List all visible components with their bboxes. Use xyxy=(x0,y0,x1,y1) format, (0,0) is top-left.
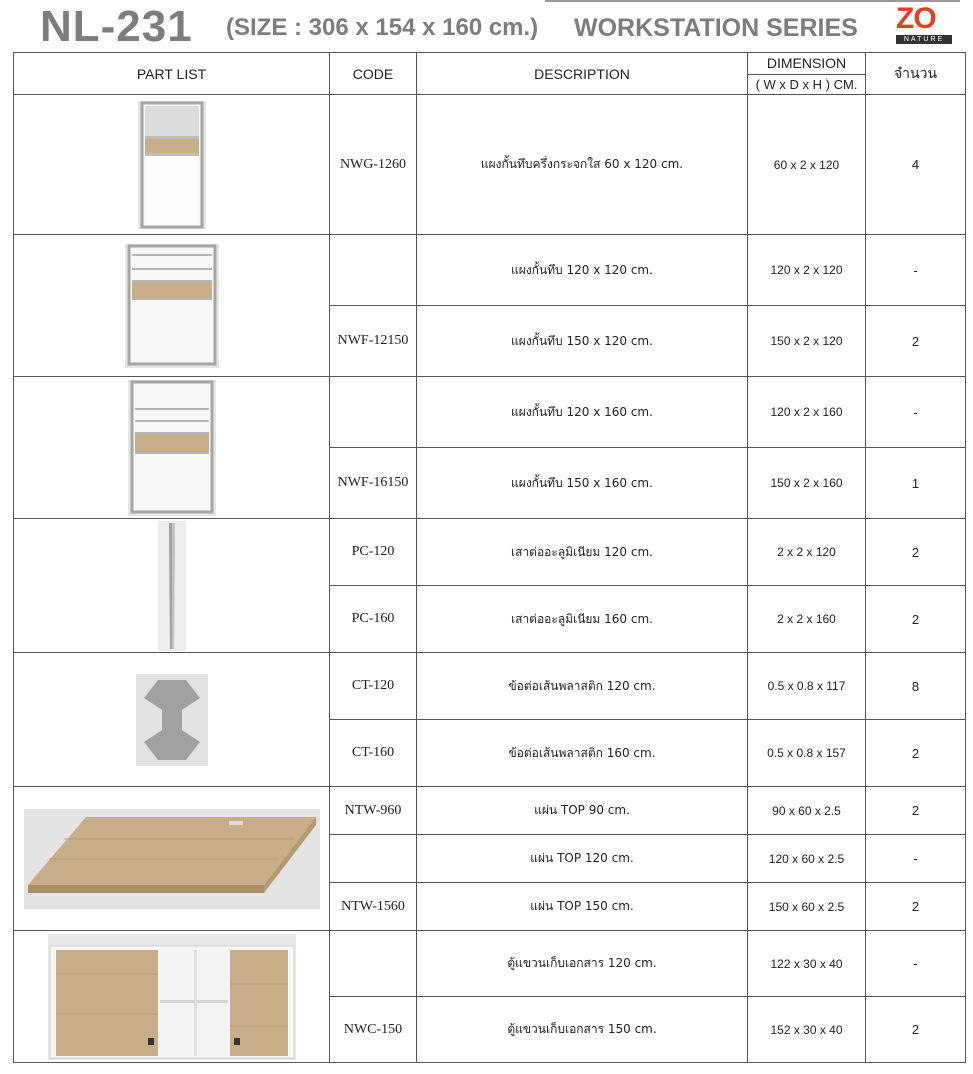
part-image-cell xyxy=(14,235,330,377)
part-quantity: 2 xyxy=(866,720,966,787)
glass-panel-image xyxy=(138,101,206,229)
part-image-cell xyxy=(14,95,330,235)
part-description: แผ่น TOP 150 cm. xyxy=(417,883,748,931)
part-quantity: 1 xyxy=(866,448,966,519)
part-description: แผงกั้นทึบครึ่งกระจกใส 60 x 120 cm. xyxy=(417,95,748,235)
part-image-cell xyxy=(14,653,330,787)
part-quantity: 4 xyxy=(866,95,966,235)
table-row xyxy=(14,931,966,997)
part-description: แผงกั้นทึบ 150 x 160 cm. xyxy=(417,448,748,519)
part-quantity: - xyxy=(866,931,966,997)
part-code: NWF-12150 xyxy=(330,306,417,377)
part-description: เสาต่ออะลูมิเนียม 120 cm. xyxy=(417,519,748,586)
part-dimension: 120 x 2 x 120 xyxy=(748,235,866,306)
series-title: WORKSTATION SERIES xyxy=(574,14,858,42)
desk-top-image xyxy=(24,809,320,909)
part-code: NWG-1260 xyxy=(330,95,417,235)
cabinet-image xyxy=(48,934,296,1060)
part-quantity: 2 xyxy=(866,306,966,377)
part-description: ตู้แขวนเก็บเอกสาร 150 cm. xyxy=(417,997,748,1063)
table-row xyxy=(14,787,966,835)
part-quantity: 8 xyxy=(866,653,966,720)
part-dimension: 120 x 2 x 160 xyxy=(748,377,866,448)
part-code: PC-160 xyxy=(330,586,417,653)
part-dimension: 2 x 2 x 160 xyxy=(748,586,866,653)
parts-table xyxy=(13,52,966,1063)
part-description: เสาต่ออะลูมิเนียม 160 cm. xyxy=(417,586,748,653)
part-quantity: 2 xyxy=(866,997,966,1063)
part-quantity: - xyxy=(866,235,966,306)
header-dimension-unit: ( W x D x H ) CM. xyxy=(755,77,858,92)
part-description: แผ่น TOP 120 cm. xyxy=(417,835,748,883)
part-dimension: 90 x 60 x 2.5 xyxy=(748,787,866,835)
part-dimension: 150 x 2 x 160 xyxy=(748,448,866,519)
solid-panel-120-image xyxy=(125,244,219,368)
part-code: NTW-960 xyxy=(330,787,417,835)
table-row xyxy=(14,377,966,448)
part-image-cell xyxy=(14,787,330,931)
model-number: NL-231 xyxy=(40,2,193,51)
part-description: แผงกั้นทึบ 150 x 120 cm. xyxy=(417,306,748,377)
part-code: NWC-150 xyxy=(330,997,417,1063)
part-quantity: 2 xyxy=(866,519,966,586)
table-row xyxy=(14,519,966,586)
part-code: NWF-16150 xyxy=(330,448,417,519)
table-row xyxy=(14,653,966,720)
part-description: ตู้แขวนเก็บเอกสาร 120 cm. xyxy=(417,931,748,997)
overall-size: (SIZE : 306 x 154 x 160 cm.) xyxy=(226,14,539,41)
header-description: DESCRIPTION xyxy=(417,53,748,95)
part-description: แผงกั้นทึบ 120 x 120 cm. xyxy=(417,235,748,306)
header-dimension xyxy=(748,53,866,95)
part-dimension: 122 x 30 x 40 xyxy=(748,931,866,997)
part-dimension: 150 x 2 x 120 xyxy=(748,306,866,377)
part-quantity: 2 xyxy=(866,787,966,835)
part-code xyxy=(330,931,417,997)
part-dimension: 0.5 x 0.8 x 157 xyxy=(748,720,866,787)
part-description: ข้อต่อเส้นพลาสติก 160 cm. xyxy=(417,720,748,787)
part-code xyxy=(330,835,417,883)
part-dimension: 150 x 60 x 2.5 xyxy=(748,883,866,931)
part-image-cell xyxy=(14,519,330,653)
table-header-row xyxy=(14,53,966,95)
part-code: NTW-1560 xyxy=(330,883,417,931)
part-dimension: 60 x 2 x 120 xyxy=(748,95,866,235)
header-code: CODE xyxy=(330,53,417,95)
part-code: CT-120 xyxy=(330,653,417,720)
page-header xyxy=(0,0,973,52)
part-image-cell xyxy=(14,931,330,1063)
table-row xyxy=(14,235,966,306)
part-quantity: - xyxy=(866,835,966,883)
part-image-cell xyxy=(14,377,330,519)
part-dimension: 2 x 2 x 120 xyxy=(748,519,866,586)
part-description: แผ่น TOP 90 cm. xyxy=(417,787,748,835)
plastic-connector-image xyxy=(136,674,208,766)
table-row xyxy=(14,95,966,235)
logo-nature-text: NATURE xyxy=(896,35,952,44)
part-quantity: - xyxy=(866,377,966,448)
part-dimension: 152 x 30 x 40 xyxy=(748,997,866,1063)
part-code xyxy=(330,377,417,448)
part-dimension: 0.5 x 0.8 x 117 xyxy=(748,653,866,720)
part-dimension: 120 x 60 x 2.5 xyxy=(748,835,866,883)
header-quantity: จำนวน xyxy=(866,53,966,95)
part-description: แผงกั้นทึบ 120 x 160 cm. xyxy=(417,377,748,448)
part-code xyxy=(330,235,417,306)
header-dimension-label: DIMENSION xyxy=(748,53,865,75)
part-code: CT-160 xyxy=(330,720,417,787)
part-description: ข้อต่อเส้นพลาสติก 120 cm. xyxy=(417,653,748,720)
aluminium-post-image xyxy=(158,521,186,651)
logo-zo-text: ZO xyxy=(896,2,936,35)
solid-panel-160-image xyxy=(128,380,216,516)
part-quantity: 2 xyxy=(866,883,966,931)
part-quantity: 2 xyxy=(866,586,966,653)
part-code: PC-120 xyxy=(330,519,417,586)
brand-logo xyxy=(896,4,956,48)
header-part-list: PART LIST xyxy=(14,53,330,95)
